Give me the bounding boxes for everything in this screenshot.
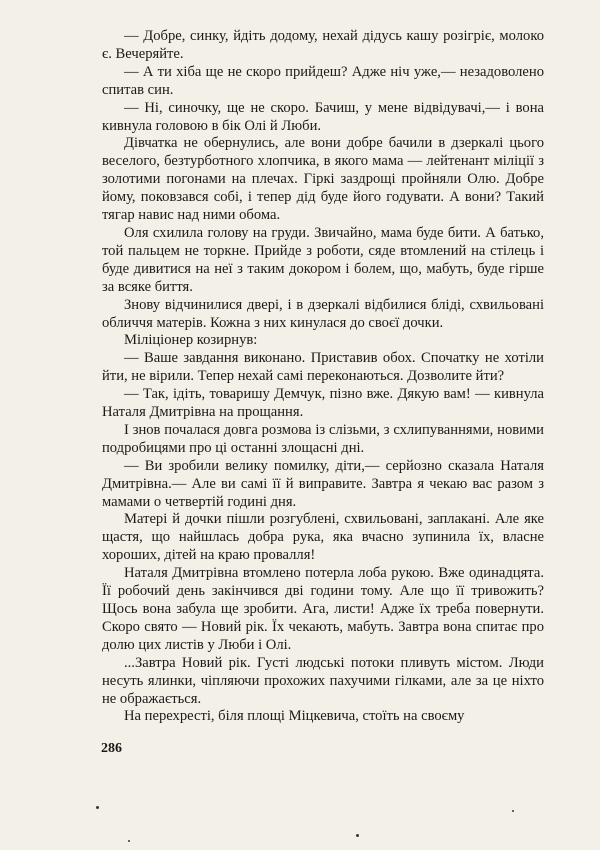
paragraph: Наталя Дмитрівна втомлено потерла лоба рукою. Вже одинадцята. Її робочий день закінчився дві години тому. Але що її тривожить? Щось вона забула ще зробити. Ага, листи! Адже їх треба повернути. Скоро свято — Новий рік. Їх чекають, мабуть. Завтра вона спитає про долю цих листів у Люби і Олі. bbox=[102, 565, 544, 653]
print-speck bbox=[96, 806, 99, 809]
paragraph: На перехресті, біля площі Міцкевича, стоїть на своєму bbox=[124, 708, 465, 725]
paragraph: — Так, ідіть, товаришу Демчук, пізно вже. Дякую вам! — кивнула Наталя Дмитрівна на прощання. bbox=[102, 386, 544, 421]
print-speck bbox=[128, 840, 130, 842]
paragraph: — Ви зробили велику помилку, діти,— серйозно сказала Наталя Дмитрівна.— Але ви самі її й виправите. Завтра я чекаю вас разом з мамами о четвертій годині дня. bbox=[102, 457, 544, 510]
paragraph: — Добре, синку, йдіть додому, нехай дідусь кашу розігріє, молоко є. Вечеряйте. bbox=[102, 28, 544, 62]
body-text bbox=[102, 28, 544, 726]
paragraph: Дівчатка не обернулись, але вони добре бачили в дзеркалі цього веселого, безтурботного хлопчика, в якого мама — лейтенант міліції з золотими погонами на плечах. Гіркі заздрощі пройняли Олю. Добре йому, поковзався собі, і тепер дід буде його годувати. А вони? Такий тягар навис над ними обома. bbox=[102, 135, 544, 224]
print-speck bbox=[356, 834, 359, 837]
paragraph: Оля схилила голову на груди. Звичайно, мама буде бити. А батько, той пальцем не торкне. Прийде з роботи, сяде втомлений на стілець і буде дивитися на неї з таким докором і болем, що, мабуть, буде гірше за всяке биття. bbox=[102, 224, 544, 295]
print-speck bbox=[512, 810, 514, 812]
page-number: 286 bbox=[101, 741, 122, 756]
paragraph: І знов почалася довга розмова із слізьми, з схлипуваннями, новими подробицями про ці останні злощасні дні. bbox=[102, 421, 544, 456]
paragraph: Матері й дочки пішли розгублені, схвильовані, заплакані. Але яке щастя, що найшлась добра рука, яка вчасно зупинила їх, власне хороших, дітей на краю провалля! bbox=[102, 511, 544, 564]
paragraph: — Ні, синочку, ще не скоро. Бачиш, у мене відвідувачі,— і вона кивнула головою в бік Олі й Люби. bbox=[102, 99, 544, 134]
paragraph: ...Завтра Новий рік. Густі людські потоки пливуть містом. Люди несуть ялинки, чіпляючи прохожих пахучими гілками, але за це ніхто не ображається. bbox=[102, 654, 544, 707]
paragraph: — А ти хіба ще не скоро прийдеш? Адже ніч уже,— незадоволено спитав син. bbox=[102, 63, 544, 98]
paragraph: Знову відчинилися двері, і в дзеркалі відбилися бліді, схвильовані обличчя матерів. Кожна з них кинулася до своєї дочки. bbox=[102, 296, 544, 331]
paragraph: — Ваше завдання виконано. Приставив обох. Спочатку не хотіли йти, не вірили. Тепер нехай самі переконаються. Дозволите йти? bbox=[102, 350, 544, 385]
paragraph: Міліціонер козирнув: bbox=[124, 332, 258, 349]
